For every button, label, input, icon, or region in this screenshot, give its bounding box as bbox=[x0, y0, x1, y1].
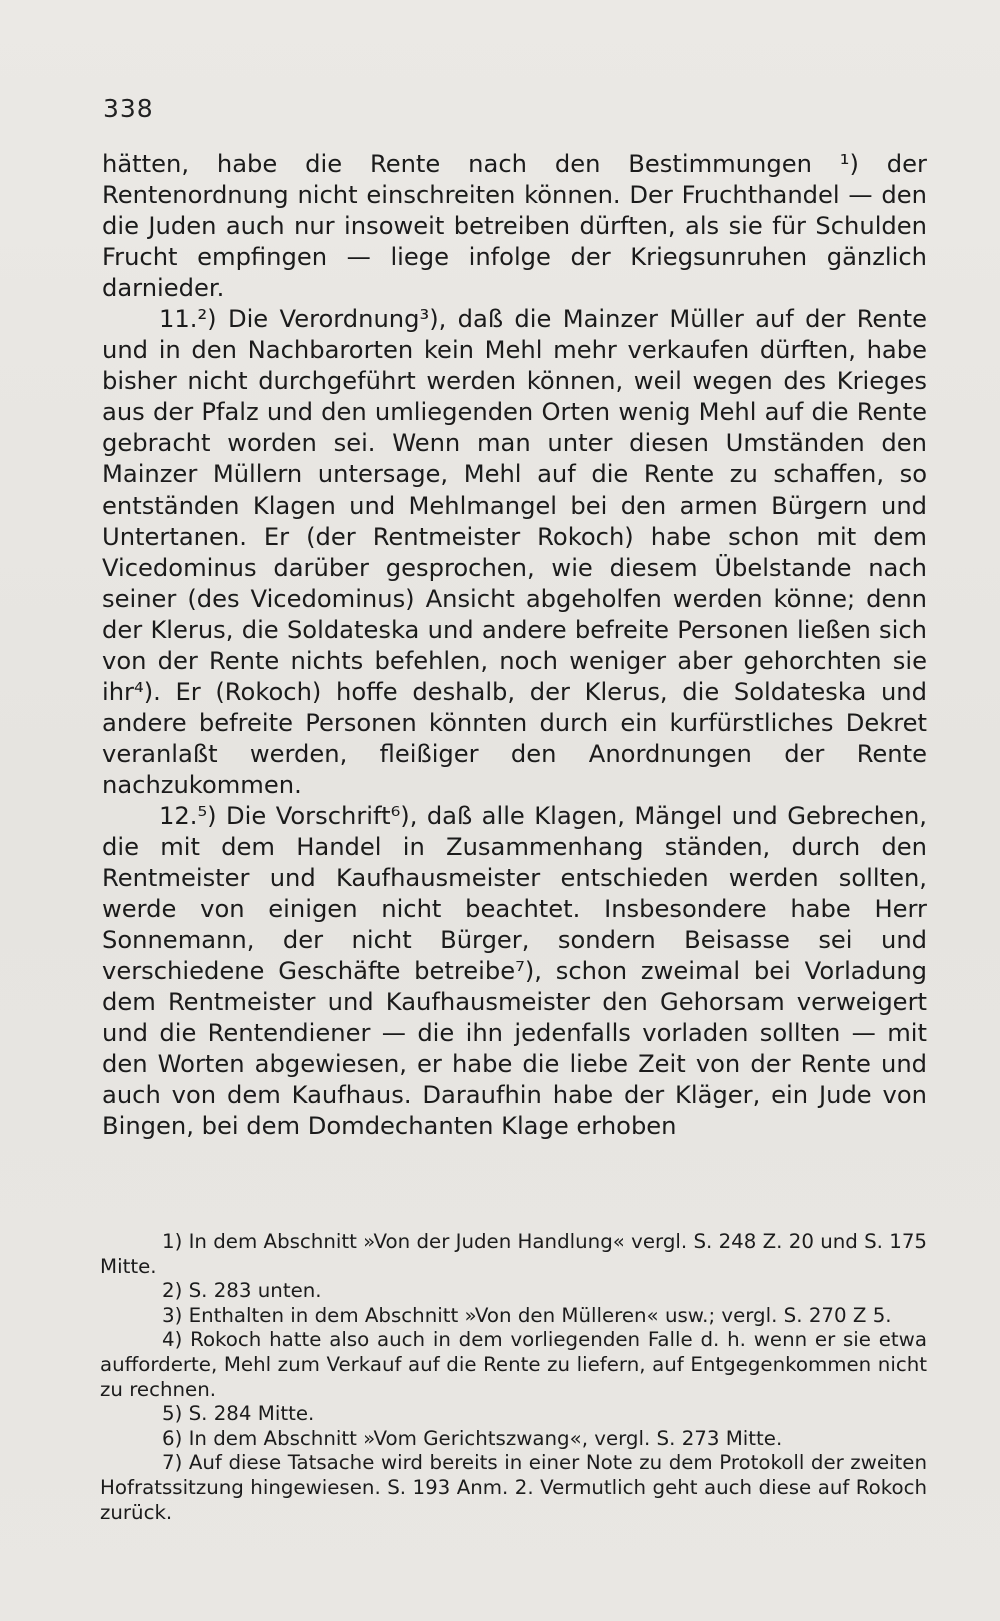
footnote-3: 3) Enthalten in dem Abschnitt »Von den Mülleren« usw.; vergl. S. 270 Z 5. bbox=[162, 1303, 892, 1327]
footnote-5: 5) S. 284 Mitte. bbox=[162, 1402, 315, 1426]
body-text bbox=[102, 149, 927, 1143]
paragraph-item-12: 12.⁵) Die Vorschrift⁶), daß alle Klagen, Mängel und Gebrechen, die mit dem Handel in Zusammenhang ständen, durch den Rentmeister und Kaufhausmeister entschieden werden sollten, werde von einigen nicht beachtet. Insbesondere habe Herr Sonnemann, der nicht Bürger, sondern Beisasse sei und verschiedene Geschäfte betreibe⁷), schon zweimal bei Vorladung dem Rentmeister und Kaufhausmeister den Gehorsam verweigert und die Rentendiener — die ihn jedenfalls vorladen sollten — mit den Worten abgewiesen, er habe die liebe Zeit von der Rente und auch von dem Kaufhaus. Daraufhin habe der Kläger, ein Jude von Bingen, bei dem Domdechanten Klage erhoben bbox=[102, 801, 927, 1141]
footnote-6: 6) In dem Abschnitt »Vom Gerichtszwang«, vergl. S. 273 Mitte. bbox=[162, 1426, 783, 1450]
footnote-4: 4) Rokoch hatte also auch in dem vorliegenden Falle d. h. wenn er sie etwa aufforderte, Mehl zum Verkauf auf die Rente zu liefern, auf Entgegenkommen nicht zu rechnen. bbox=[100, 1328, 927, 1401]
footnote-2: 2) S. 283 unten. bbox=[162, 1279, 322, 1303]
page-number: 338 bbox=[103, 94, 154, 123]
footnote-1: 1) In dem Abschnitt »Von der Juden Handlung« vergl. S. 248 Z. 20 und S. 175 Mitte. bbox=[100, 1230, 928, 1278]
footnote-7: 7) Auf diese Tatsache wird bereits in einer Note zu dem Protokoll der zweiten Hofratssitzung hingewiesen. S. 193 Anm. 2. Vermutlich geht auch diese auf Rokoch zurück. bbox=[100, 1451, 927, 1524]
paragraph-item-11: 11.²) Die Verordnung³), daß die Mainzer Müller auf der Rente und in den Nachbarorten kein Mehl mehr verkaufen dürften, habe bisher nicht durchgeführt werden können, weil wegen des Krieges aus der Pfalz und den umliegenden Orten wenig Mehl auf die Rente gebracht worden sei. Wenn man unter diesen Umständen den Mainzer Müllern untersage, Mehl auf die Rente zu schaffen, so entständen Klagen und Mehlmangel bei den armen Bürgern und Untertanen. Er (der Rentmeister Rokoch) habe schon mit dem Vicedominus darüber gesprochen, wie diesem Übelstande nach seiner (des Vicedominus) Ansicht abgeholfen werden könne; denn der Klerus, die Soldateska und andere befreite Personen ließen sich von der Rente nichts befehlen, noch weniger aber gehorchten sie ihr⁴). Er (Rokoch) hoffe deshalb, der Klerus, die Soldateska und andere befreite Personen könnten durch ein kurfürstliches Dekret veranlaßt werden, fleißiger den Anordnungen der Rente nachzukommen. bbox=[102, 305, 927, 799]
paragraph-continuation: hätten, habe die Rente nach den Bestimmungen ¹) der Rentenordnung nicht einschreiten können. Der Fruchthandel — den die Juden auch nur insoweit betreiben dürften, als sie für Schulden Frucht empfingen — liege infolge der Kriegsunruhen gänzlich darnieder. bbox=[102, 150, 927, 303]
footnotes bbox=[100, 1230, 927, 1525]
